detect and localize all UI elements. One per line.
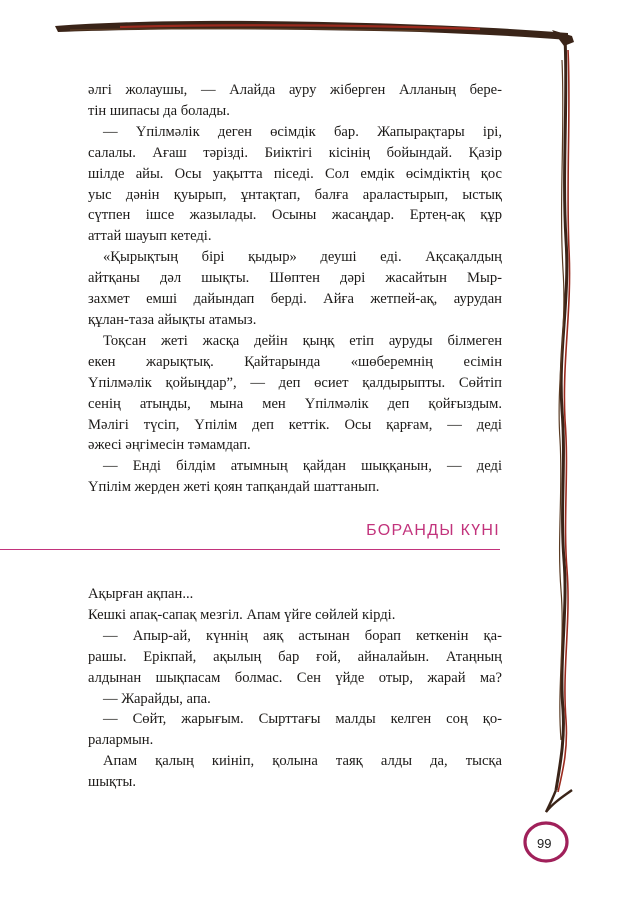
text-line: — Үпілмәлік деген өсімдік бар. Жапырақтары ірі, [103, 123, 502, 140]
text-line: рашы. Ерікпай, ақылың бар ғой, айналайын. Атаңның [88, 648, 502, 665]
text-line: салалы. Ағаш тәрізді. Биіктігі кісінің бойындай. Қазір [88, 144, 502, 161]
text-line: ралармын. [88, 732, 154, 749]
text-line: «Қырықтың бірі қыдыр» деуші еді. Ақсақалдың [103, 249, 502, 266]
text-line: екен жарықтық. Қайтарында «шөберемнің есімін [88, 353, 502, 370]
text-line: әлгі жолаушы, — Алайда ауру жіберген Алланың бере- [88, 82, 502, 98]
text-line: айтқаны дәл шықты. Шөптен дәрі жасайтын Мыр- [88, 270, 502, 287]
text-line: шілде айы. Осы уақытта піседі. Сол емдік өсімдіктің қос [88, 165, 502, 182]
chapter-heading: БОРАНДЫ КҮНІ [366, 522, 500, 539]
text-line: сүтпен ішсе жазылады. Осыны жасаңдар. Ертең-ақ құр [88, 207, 502, 224]
text-line: захмет емші дайындап берді. Айға жетпей-ақ, аурудан [88, 291, 502, 308]
text-line: тін шипасы да болады. [88, 102, 230, 119]
text-line: аттай шауып кетеді. [88, 228, 212, 245]
text-line: құлан-таза айықты атамыз. [88, 311, 257, 328]
text-line: — Жарайды, апа. [103, 690, 211, 707]
section-two-text [88, 584, 502, 793]
text-line: Тоқсан жеті жасқа дейін қыңқ етіп ауруды білмеген [103, 332, 502, 349]
text-line: Ақырған ақпан... [88, 586, 194, 602]
text-line: әжесі әңгімесін тәмамдап. [88, 437, 251, 454]
top-brush-stroke [55, 21, 574, 46]
text-line: Апам қалың киініп, қолына таяқ алды да, тысқа [103, 753, 502, 770]
text-line: Үпілмәлік қойыңдар”, — деп өсиет қалдырыпты. Сөйтіп [88, 374, 502, 391]
text-line: сенің атыңды, мына мен Үпілмәлік деп қойғыздым. [88, 395, 502, 412]
text-line: уыс дәнін қуырып, ұнтақтап, балға араластырып, ыстық [88, 186, 502, 203]
text-line: Кешкі апақ-сапақ мезгіл. Апам үйге сөйлей кірді. [88, 606, 396, 623]
text-line: алдынан шықпасам болмас. Сен үйде отыр, жарай ма? [88, 669, 502, 686]
page-number: 99 [537, 836, 552, 851]
text-line: — Апыр-ай, күннің аяқ астынан борап кеткенін қа- [103, 627, 502, 644]
right-brush-stroke [546, 38, 572, 812]
text-line: — Сөйт, жарығым. Сырттағы малды келген соң қо- [103, 711, 502, 728]
text-line: Үпілім жерден жеті қоян тапқандай шаттанып. [88, 479, 380, 496]
heading-rule [0, 549, 500, 550]
section-one-text [88, 80, 502, 498]
text-line: шықты. [88, 774, 136, 791]
text-line: — Енді білдім атымның қайдан шыққанын, — деді [103, 458, 502, 475]
text-line: Мәлігі түсіп, Үпілім деп кеттік. Осы қарғам, — деді [88, 416, 502, 433]
